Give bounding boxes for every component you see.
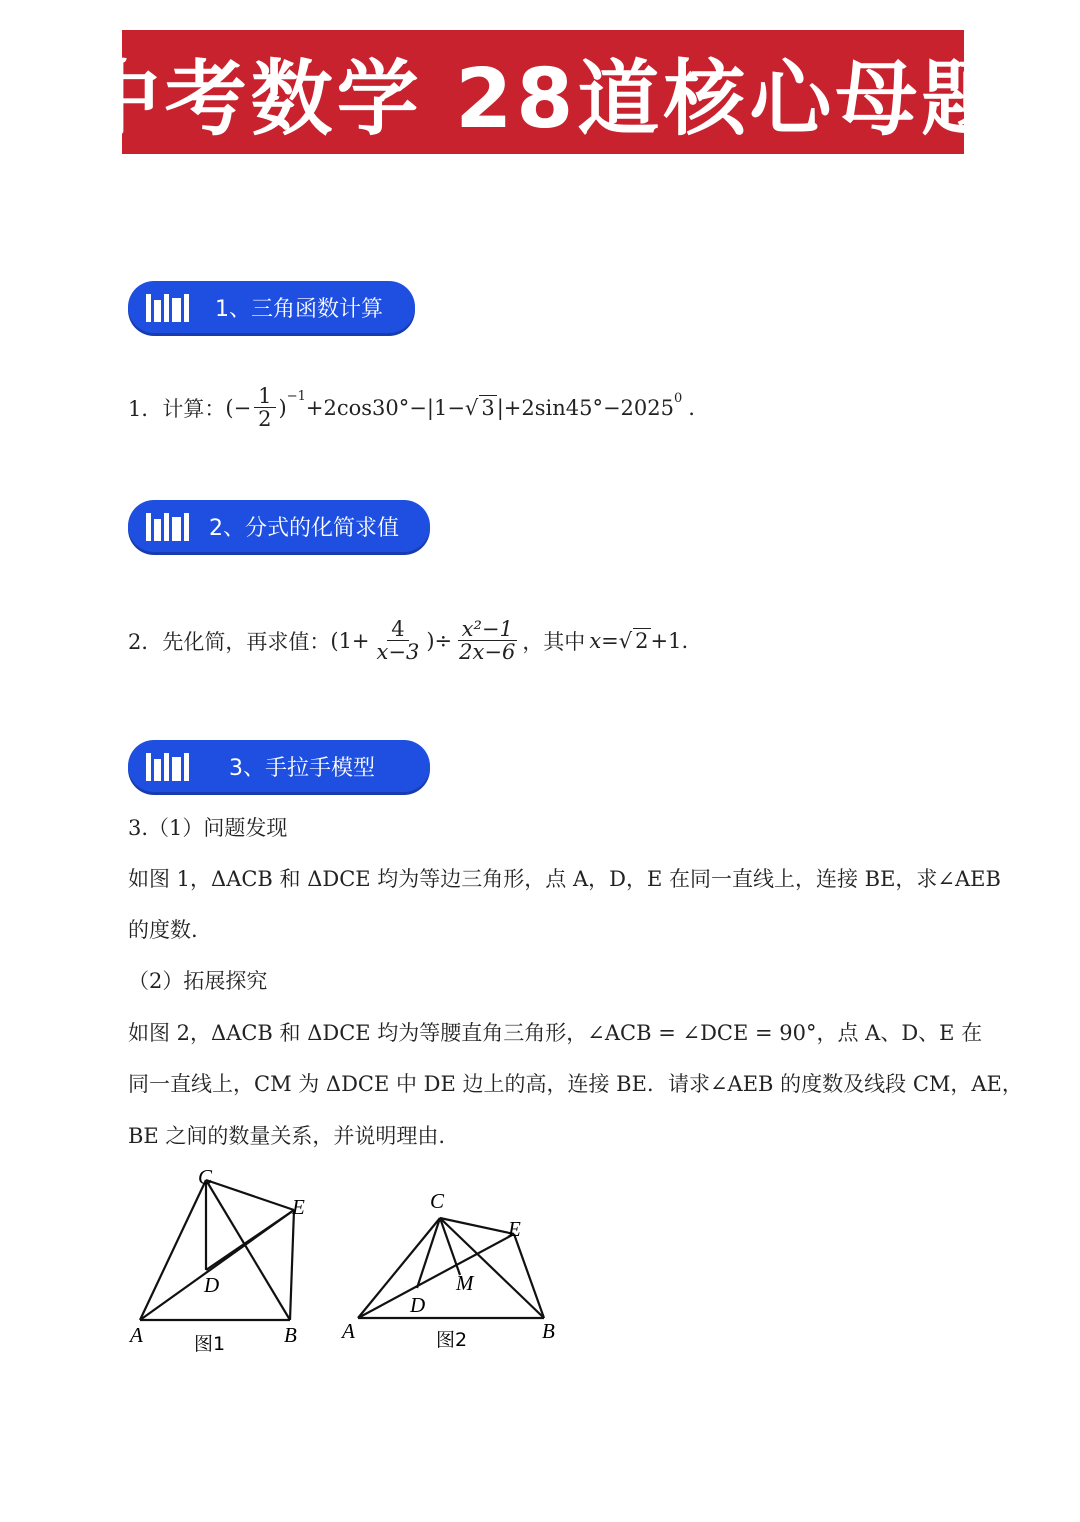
fig1-label-E: E bbox=[292, 1195, 305, 1219]
figure-1 bbox=[140, 1180, 294, 1320]
fig2-label-M: M bbox=[456, 1271, 474, 1295]
q3-part2-line1: 如图 2，ΔACB 和 ΔDCE 均为等腰直角三角形，∠ACB = ∠DCE = 90°，点 A、D、E 在 bbox=[128, 1021, 983, 1045]
fig1-label-C: C bbox=[198, 1165, 213, 1189]
q3-part2-line2: 同一直线上，CM 为 ΔDCE 中 DE 边上的高，连接 BE．请求∠AEB 的度数及线段 CM，AE， bbox=[128, 1072, 1023, 1096]
fig1-label-A: A bbox=[130, 1323, 143, 1347]
fraction: $\frac{1}{2}$ bbox=[254, 385, 275, 430]
q3-part1-line1: 如图 1，ΔACB 和 ΔDCE 均为等边三角形，点 A，D，E 在同一直线上，连接 BE，求∠AEB bbox=[128, 867, 1001, 891]
title-banner bbox=[78, 30, 1008, 154]
section-label: 3、手拉手模型 bbox=[229, 755, 375, 781]
q3-part2-title: （2）拓展探究 bbox=[128, 969, 268, 993]
fig2-label-B: B bbox=[542, 1319, 555, 1343]
fig1-label-D: D bbox=[204, 1273, 220, 1297]
fraction: $\frac{\text{x²−1}}{2x-6}$ bbox=[459, 617, 516, 665]
fig2-label-E: E bbox=[508, 1217, 521, 1241]
title-text: 中考数学 28道核心母题 bbox=[78, 51, 1008, 147]
geometry-figures bbox=[120, 1160, 590, 1360]
q3-part1-line2: 的度数. bbox=[128, 918, 198, 942]
books-icon bbox=[128, 511, 205, 541]
section-label: 1、三角函数计算 bbox=[215, 296, 383, 322]
fig1-label-B: B bbox=[284, 1323, 297, 1347]
fraction: $\frac{4}{x-3}$ bbox=[376, 617, 420, 665]
q3-part1-title: 3.（1）问题发现 bbox=[128, 816, 288, 840]
books-icon bbox=[128, 751, 205, 781]
section-header-1 bbox=[128, 281, 415, 333]
section-header-2 bbox=[128, 500, 430, 552]
section-label: 2、分式的化简求值 bbox=[209, 515, 399, 541]
question-1: 1．计算： (− $\frac{1}{2}$ ) $^{-1}$ +2cos30°−|1− √ 3 |+2sin45°−2025 $^0$ . bbox=[128, 384, 695, 432]
fig2-label-A: A bbox=[342, 1319, 355, 1343]
q3-part2-line3: BE 之间的数量关系，并说明理由. bbox=[128, 1124, 446, 1148]
fig2-label-C: C bbox=[430, 1189, 445, 1213]
books-icon bbox=[128, 292, 205, 322]
question-2: 2．先化简，再求值： (1+ $\frac{4}{x-3}$ )÷ $\frac{\text{x²−1}}{2x-6}$ ，其中 x = √ 2 +1. bbox=[128, 617, 689, 665]
fig1-caption: 图1 bbox=[194, 1333, 226, 1355]
section-header-3 bbox=[128, 740, 430, 792]
fig2-caption: 图2 bbox=[436, 1329, 468, 1351]
fig2-label-D: D bbox=[410, 1293, 426, 1317]
